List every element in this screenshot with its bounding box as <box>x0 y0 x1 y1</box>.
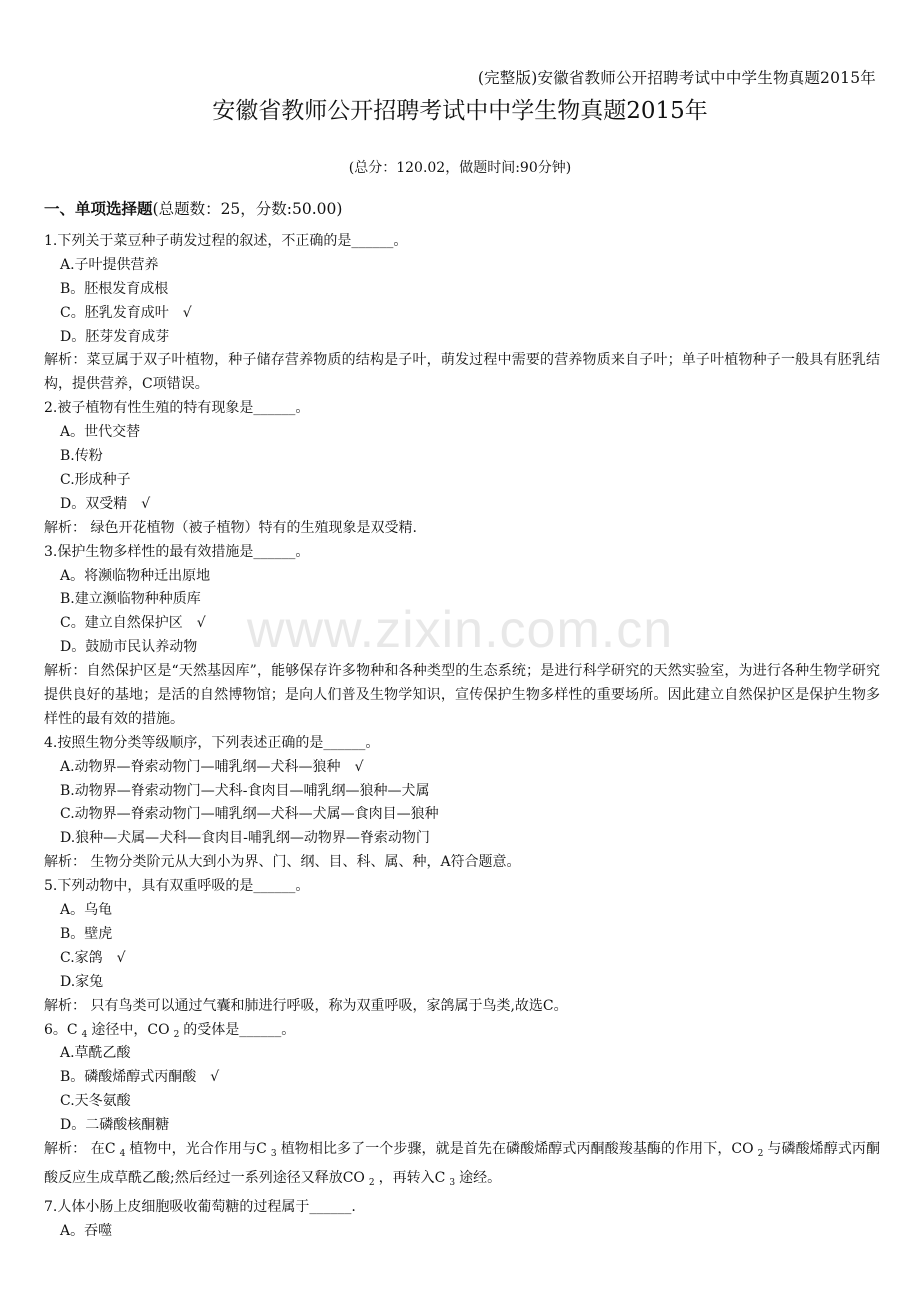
answer-option <box>44 588 880 612</box>
subscript: 3 <box>449 1177 456 1188</box>
question-list <box>44 230 880 1244</box>
section-heading <box>44 197 342 219</box>
question-stem: 4.按照生物分类等级顺序，下列表述正确的是______。 <box>44 734 380 751</box>
answer-option <box>44 445 880 469</box>
option-text: B。磷酸烯醇式丙酮酸 <box>60 1069 197 1086</box>
option-text: C.天冬氨酸 <box>60 1093 131 1110</box>
question-stem: 7.人体小肠上皮细胞吸收葡萄糖的过程属于______. <box>44 1198 356 1215</box>
answer-option <box>44 827 880 851</box>
answer-option <box>44 756 880 780</box>
question-analysis: 解析：菜豆属于双子叶植物，种子储存营养物质的结构是子叶，萌发过程中需要的营养物质来自子叶；单子叶植物种子一般具有胚乳结构，提供营养，C项错误。 <box>44 352 880 393</box>
option-text: D。双受精 <box>60 495 128 512</box>
option-text: A.草酰乙酸 <box>60 1045 131 1062</box>
answer-option <box>44 421 880 445</box>
option-text: C.家鸽 <box>60 949 103 966</box>
document-title: 安徽省教师公开招聘考试中中学生物真题2015年 <box>212 98 708 124</box>
option-text: A。世代交替 <box>60 424 141 441</box>
watermark: www.zixin.com.cn <box>246 601 674 659</box>
answer-option <box>44 971 880 995</box>
answer-option <box>44 636 880 660</box>
analysis-text: ，再转入C <box>378 1169 446 1186</box>
answer-option <box>44 1066 880 1090</box>
option-text: D.狼种—犬属—犬科—食肉目-哺乳纲—动物界—脊索动物门 <box>60 830 430 847</box>
question-stem <box>44 1019 880 1043</box>
option-text: A。将濒临物种迁出原地 <box>60 567 211 584</box>
option-text: D。胚芽发育成芽 <box>60 328 170 345</box>
option-text: D.家兔 <box>60 973 104 990</box>
answer-option <box>44 803 880 827</box>
option-text: B.建立濒临物种种质库 <box>60 591 201 608</box>
question-stem: 1.下列关于菜豆种子萌发过程的叙述，不正确的是______。 <box>44 233 408 249</box>
stem-text: 途径中，CO <box>91 1021 170 1038</box>
subscript: 4 <box>81 1029 88 1040</box>
answer-option <box>44 326 880 350</box>
option-text: B.动物界—脊索动物门—犬科-食肉目—哺乳纲—狼种—犬属 <box>60 782 430 799</box>
option-text: A.子叶提供营养 <box>60 256 159 273</box>
analysis-text: 植物相比多了一个步骤，就是首先在磷酸烯醇式丙酮酸羧基酶的作用下，CO <box>280 1140 754 1157</box>
option-text: A.动物界—脊索动物门—哺乳纲—犬科—狼种 <box>60 758 341 775</box>
subscript: 2 <box>368 1177 375 1188</box>
option-text: D。二磷酸核酮糖 <box>60 1117 170 1134</box>
check-mark: √ <box>116 949 126 966</box>
stem-text: 6。C <box>44 1021 78 1038</box>
answer-option <box>44 302 880 326</box>
option-text: B。胚根发育成根 <box>60 280 169 297</box>
answer-option <box>44 1114 880 1138</box>
exam-meta: (总分：120.02，做题时间:90分钟) <box>348 160 572 176</box>
option-text: A。乌龟 <box>60 902 113 919</box>
section-heading-bold: 一、单项选择题 <box>44 199 153 218</box>
answer-option <box>44 469 880 493</box>
check-mark: √ <box>210 1069 220 1086</box>
check-mark: √ <box>182 304 192 321</box>
answer-option <box>44 899 880 923</box>
answer-option <box>44 493 880 517</box>
option-text: C.动物界—脊索动物门—哺乳纲—犬科—犬属—食肉目—狼种 <box>60 806 439 823</box>
analysis-text: 解析： 在C <box>44 1140 116 1157</box>
answer-option <box>44 612 880 636</box>
question-stem: 2.被子植物有性生殖的特有现象是______。 <box>44 400 310 417</box>
option-text: A。吞噬 <box>60 1222 113 1239</box>
question-analysis: 解析：自然保护区是“天然基因库”，能够保存许多物种和各种类型的生态系统；是进行科学研究的天然实验室，为进行各种生物学研究提供良好的基地；是活的自然博物馆；是向人们普及生物学知识，宣传保护生物多样性的重要场所。因此建立自然保护区是保护生物多样性的最有效的措施。 <box>44 663 880 727</box>
option-text: C。胚乳发育成叶 <box>60 304 169 321</box>
question-stem: 3.保护生物多样性的最有效措施是______。 <box>44 543 310 560</box>
question-analysis: 解析： 只有鸟类可以通过气囊和肺进行呼吸，称为双重呼吸，家鸽属于鸟类,故选C。 <box>44 997 568 1014</box>
option-text: B。壁虎 <box>60 925 113 942</box>
answer-option <box>44 1220 880 1244</box>
option-text: B.传粉 <box>60 448 103 465</box>
question-analysis: 解析： 生物分类阶元从大到小为界、门、纲、目、科、属、种，A符合题意。 <box>44 854 521 871</box>
question-analysis <box>44 1138 880 1196</box>
check-mark: √ <box>196 615 206 632</box>
option-text: D。鼓励市民认养动物 <box>60 639 198 656</box>
check-mark: √ <box>354 758 364 775</box>
answer-option <box>44 780 880 804</box>
section-heading-rest: (总题数：25，分数:50.00) <box>152 200 343 218</box>
subscript: 4 <box>119 1148 126 1159</box>
analysis-text: 与磷酸烯醇式丙酮酸反应生成草酰乙酸;然后经过一系列途径又释放CO <box>44 1140 881 1186</box>
analysis-text: 植物中，光合作用与C <box>129 1140 267 1157</box>
answer-option <box>44 923 880 947</box>
answer-option <box>44 565 880 589</box>
answer-option <box>44 1042 880 1066</box>
option-text: C.形成种子 <box>60 471 131 488</box>
question-analysis: 解析： 绿色开花植物（被子植物）特有的生殖现象是双受精. <box>44 519 417 536</box>
running-header: (完整版)安徽省教师公开招聘考试中中学生物真题2015年 <box>477 69 876 87</box>
subscript: 2 <box>757 1148 764 1159</box>
answer-option <box>44 278 880 302</box>
question-stem: 5.下列动物中，具有双重呼吸的是______。 <box>44 878 310 895</box>
subscript: 3 <box>270 1148 277 1159</box>
stem-text: 的受体是______。 <box>183 1021 296 1038</box>
answer-option <box>44 947 880 971</box>
option-text: C。建立自然保护区 <box>60 615 183 632</box>
answer-option <box>44 254 880 278</box>
answer-option <box>44 1090 880 1114</box>
check-mark: √ <box>141 495 151 512</box>
analysis-text: 途经。 <box>459 1169 502 1186</box>
subscript: 2 <box>173 1029 180 1040</box>
